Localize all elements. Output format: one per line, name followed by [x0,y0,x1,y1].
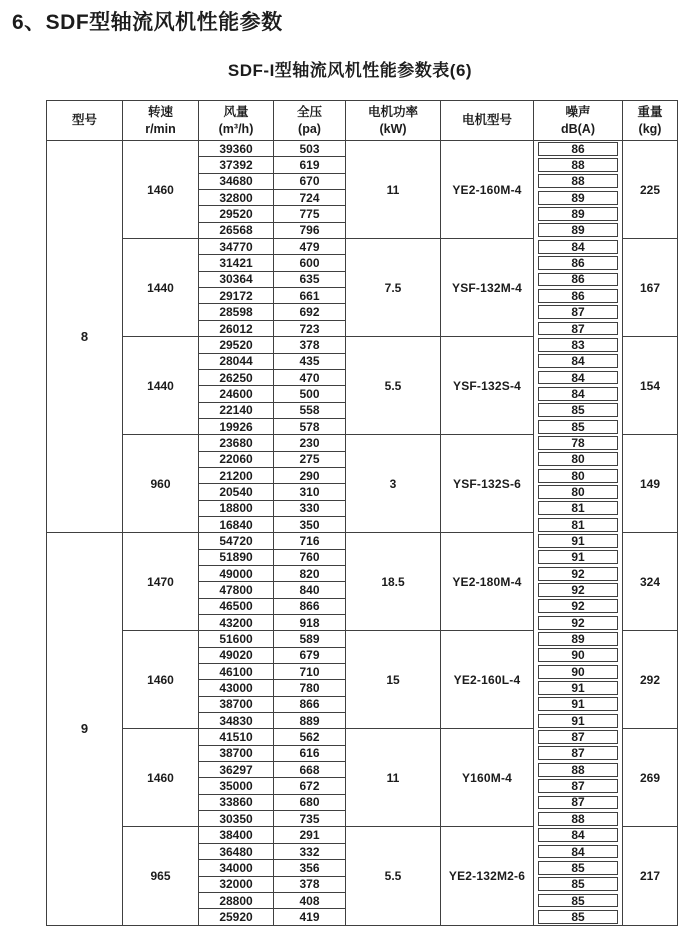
pressure-cell: 760 [274,549,346,565]
pressure-cell: 600 [274,255,346,271]
speed-cell: 1440 [123,239,199,337]
noise-cell [534,811,623,827]
table-row [47,141,678,157]
header-power-unit: (kW) [379,121,407,136]
header-model-label: 型号 [71,113,97,128]
noise-value: 85 [538,910,618,924]
noise-cell [534,729,623,745]
pressure-cell: 670 [274,173,346,189]
power-cell: 11 [346,729,441,827]
pressure-cell: 775 [274,206,346,222]
header-pressure-label: 全压 [296,105,322,120]
table-row [47,239,678,255]
pressure-cell: 619 [274,157,346,173]
noise-value: 81 [538,518,618,532]
noise-cell [534,909,623,925]
motor-cell: Y160M-4 [441,729,534,827]
pressure-cell: 479 [274,239,346,255]
noise-cell [534,500,623,516]
pressure-cell: 866 [274,696,346,712]
noise-value: 90 [538,648,618,662]
pressure-cell: 889 [274,713,346,729]
airflow-cell: 24600 [199,386,274,402]
noise-value: 87 [538,746,618,760]
header-motor [441,101,534,141]
pressure-cell: 378 [274,337,346,353]
motor-cell: YE2-160M-4 [441,141,534,239]
table-row [47,435,678,451]
noise-value: 91 [538,697,618,711]
pressure-cell: 350 [274,516,346,532]
noise-cell [534,271,623,287]
noise-cell [534,745,623,761]
pressure-cell: 679 [274,647,346,663]
airflow-cell: 33860 [199,794,274,810]
pressure-cell: 419 [274,909,346,925]
pressure-cell: 661 [274,288,346,304]
pressure-cell: 796 [274,222,346,238]
noise-cell [534,173,623,189]
noise-value: 86 [538,289,618,303]
noise-value: 89 [538,223,618,237]
table-row [47,827,678,843]
noise-value: 89 [538,632,618,646]
noise-value: 87 [538,796,618,810]
motor-cell: YSF-132M-4 [441,239,534,337]
airflow-cell: 22060 [199,451,274,467]
table-row [47,337,678,353]
noise-value: 84 [538,240,618,254]
airflow-cell: 30350 [199,811,274,827]
airflow-cell: 49020 [199,647,274,663]
header-airflow-unit: (m³/h) [218,121,254,136]
airflow-cell: 31421 [199,255,274,271]
speed-cell: 1460 [123,729,199,827]
noise-cell [534,778,623,794]
pressure-cell: 820 [274,565,346,581]
noise-value: 86 [538,273,618,287]
pressure-cell: 918 [274,615,346,631]
airflow-cell: 29172 [199,288,274,304]
pressure-cell: 780 [274,680,346,696]
noise-value: 92 [538,567,618,581]
speed-cell: 1460 [123,631,199,729]
pressure-cell: 723 [274,320,346,336]
pressure-cell: 558 [274,402,346,418]
motor-cell: YE2-180M-4 [441,533,534,631]
header-airflow-label: 风量 [223,105,249,120]
airflow-cell: 34830 [199,713,274,729]
airflow-cell: 29520 [199,337,274,353]
header-power-label: 电机功率 [367,105,418,120]
noise-value: 84 [538,354,618,368]
noise-cell [534,892,623,908]
noise-value: 89 [538,207,618,221]
noise-cell [534,533,623,549]
airflow-cell: 28044 [199,353,274,369]
table-header [47,101,678,141]
airflow-cell: 21200 [199,467,274,483]
airflow-cell: 36297 [199,762,274,778]
pressure-cell: 500 [274,386,346,402]
noise-cell [534,582,623,598]
airflow-cell: 49000 [199,565,274,581]
noise-value: 86 [538,142,618,156]
noise-cell [534,467,623,483]
airflow-cell: 26012 [199,320,274,336]
table-title: SDF-I型轴流风机性能参数表(6) [227,61,473,80]
weight-cell: 154 [623,337,678,435]
motor-cell: YSF-132S-6 [441,435,534,533]
noise-value: 85 [538,861,618,875]
weight-cell: 292 [623,631,678,729]
airflow-cell: 32800 [199,190,274,206]
noise-value: 83 [538,338,618,352]
airflow-cell: 51890 [199,549,274,565]
noise-value: 80 [538,485,618,499]
noise-cell [534,647,623,663]
pressure-cell: 378 [274,876,346,892]
airflow-cell: 41510 [199,729,274,745]
airflow-cell: 54720 [199,533,274,549]
noise-cell [534,255,623,271]
airflow-cell: 26250 [199,369,274,385]
noise-value: 85 [538,420,618,434]
noise-cell [534,565,623,581]
pressure-cell: 332 [274,843,346,859]
noise-value: 84 [538,845,618,859]
noise-cell [534,696,623,712]
pressure-cell: 716 [274,533,346,549]
noise-cell [534,876,623,892]
power-cell: 3 [346,435,441,533]
header-weight-unit: (kg) [638,121,662,136]
pressure-cell: 724 [274,190,346,206]
motor-cell: YE2-160L-4 [441,631,534,729]
noise-cell [534,386,623,402]
airflow-cell: 34680 [199,173,274,189]
speed-cell: 1470 [123,533,199,631]
performance-table [46,100,678,926]
airflow-cell: 28800 [199,892,274,908]
header-pressure-unit: (pa) [298,121,321,136]
table-body [47,141,678,926]
noise-cell [534,516,623,532]
pressure-cell: 408 [274,892,346,908]
airflow-cell: 39360 [199,141,274,157]
noise-cell [534,141,623,157]
power-cell: 7.5 [346,239,441,337]
pressure-cell: 680 [274,794,346,810]
noise-value: 86 [538,256,618,270]
noise-cell [534,337,623,353]
pressure-cell: 330 [274,500,346,516]
airflow-cell: 38700 [199,745,274,761]
speed-cell: 1440 [123,337,199,435]
noise-value: 84 [538,371,618,385]
airflow-cell: 51600 [199,631,274,647]
pressure-cell: 578 [274,418,346,434]
pressure-cell: 470 [274,369,346,385]
noise-value: 92 [538,583,618,597]
pressure-cell: 616 [274,745,346,761]
airflow-cell: 20540 [199,484,274,500]
noise-cell [534,304,623,320]
motor-cell: YSF-132S-4 [441,337,534,435]
noise-value: 87 [538,730,618,744]
weight-cell: 269 [623,729,678,827]
noise-cell [534,680,623,696]
noise-cell [534,222,623,238]
noise-cell [534,762,623,778]
noise-cell [534,353,623,369]
noise-cell [534,190,623,206]
noise-cell [534,451,623,467]
pressure-cell: 435 [274,353,346,369]
speed-cell: 960 [123,435,199,533]
noise-cell [534,713,623,729]
airflow-cell: 25920 [199,909,274,925]
noise-value: 85 [538,877,618,891]
noise-value: 88 [538,174,618,188]
weight-cell: 149 [623,435,678,533]
weight-cell: 217 [623,827,678,925]
noise-cell [534,843,623,859]
noise-cell [534,320,623,336]
pressure-cell: 692 [274,304,346,320]
pressure-cell: 275 [274,451,346,467]
pressure-cell: 356 [274,860,346,876]
airflow-cell: 38700 [199,696,274,712]
airflow-cell: 16840 [199,516,274,532]
noise-cell [534,418,623,434]
noise-value: 88 [538,812,618,826]
noise-value: 87 [538,779,618,793]
airflow-cell: 26568 [199,222,274,238]
weight-cell: 167 [623,239,678,337]
airflow-cell: 30364 [199,271,274,287]
airflow-cell: 46500 [199,598,274,614]
noise-cell [534,794,623,810]
speed-cell: 1460 [123,141,199,239]
header-motor-label: 电机型号 [461,113,512,128]
noise-value: 84 [538,387,618,401]
noise-value: 91 [538,534,618,548]
pressure-cell: 310 [274,484,346,500]
noise-cell [534,288,623,304]
airflow-cell: 28598 [199,304,274,320]
header-noise-label: 噪声 [565,105,591,120]
airflow-cell: 18800 [199,500,274,516]
airflow-cell: 34000 [199,860,274,876]
pressure-cell: 503 [274,141,346,157]
header-airflow [199,101,274,141]
noise-value: 91 [538,681,618,695]
motor-cell: YE2-132M2-6 [441,827,534,925]
noise-value: 87 [538,322,618,336]
noise-cell [534,827,623,843]
pressure-cell: 672 [274,778,346,794]
noise-cell [534,369,623,385]
noise-value: 84 [538,828,618,842]
header-noise [534,101,623,141]
noise-cell [534,549,623,565]
noise-value: 80 [538,452,618,466]
airflow-cell: 22140 [199,402,274,418]
noise-cell [534,239,623,255]
header-power [346,101,441,141]
model-cell: 9 [47,533,123,925]
airflow-cell: 19926 [199,418,274,434]
airflow-cell: 36480 [199,843,274,859]
noise-value: 91 [538,714,618,728]
airflow-cell: 38400 [199,827,274,843]
header-row [47,101,678,141]
pressure-cell: 710 [274,664,346,680]
header-speed-unit: r/min [145,121,176,136]
noise-cell [534,615,623,631]
pressure-cell: 735 [274,811,346,827]
pressure-cell: 840 [274,582,346,598]
pressure-cell: 291 [274,827,346,843]
noise-cell [534,631,623,647]
airflow-cell: 46100 [199,664,274,680]
pressure-cell: 589 [274,631,346,647]
header-noise-unit: dB(A) [560,121,595,136]
header-weight [623,101,678,141]
airflow-cell: 23680 [199,435,274,451]
noise-cell [534,860,623,876]
noise-cell [534,484,623,500]
noise-cell [534,157,623,173]
airflow-cell: 47800 [199,582,274,598]
pressure-cell: 635 [274,271,346,287]
airflow-cell: 37392 [199,157,274,173]
noise-value: 91 [538,550,618,564]
airflow-cell: 43200 [199,615,274,631]
header-weight-label: 重量 [637,105,663,120]
table-row [47,631,678,647]
noise-value: 80 [538,469,618,483]
table-row [47,533,678,549]
airflow-cell: 32000 [199,876,274,892]
weight-cell: 225 [623,141,678,239]
airflow-cell: 34770 [199,239,274,255]
weight-cell: 324 [623,533,678,631]
noise-cell [534,402,623,418]
power-cell: 11 [346,141,441,239]
noise-value: 88 [538,158,618,172]
header-speed-label: 转速 [147,105,173,120]
noise-cell [534,435,623,451]
power-cell: 18.5 [346,533,441,631]
pressure-cell: 668 [274,762,346,778]
noise-value: 87 [538,305,618,319]
airflow-cell: 35000 [199,778,274,794]
model-cell: 8 [47,141,123,533]
airflow-cell: 29520 [199,206,274,222]
noise-value: 89 [538,191,618,205]
power-cell: 5.5 [346,337,441,435]
header-speed [123,101,199,141]
power-cell: 15 [346,631,441,729]
pressure-cell: 230 [274,435,346,451]
table-row [47,729,678,745]
noise-cell [534,664,623,680]
pressure-cell: 290 [274,467,346,483]
noise-value: 81 [538,501,618,515]
noise-value: 92 [538,616,618,630]
noise-cell [534,206,623,222]
power-cell: 5.5 [346,827,441,925]
header-model [47,101,123,141]
pressure-cell: 866 [274,598,346,614]
page-title: 6、SDF型轴流风机性能参数 [12,11,283,34]
noise-cell [534,598,623,614]
header-pressure [274,101,346,141]
noise-value: 88 [538,763,618,777]
noise-value: 85 [538,894,618,908]
noise-value: 85 [538,403,618,417]
noise-value: 90 [538,665,618,679]
airflow-cell: 43000 [199,680,274,696]
pressure-cell: 562 [274,729,346,745]
noise-value: 92 [538,599,618,613]
speed-cell: 965 [123,827,199,925]
noise-value: 78 [538,436,618,450]
